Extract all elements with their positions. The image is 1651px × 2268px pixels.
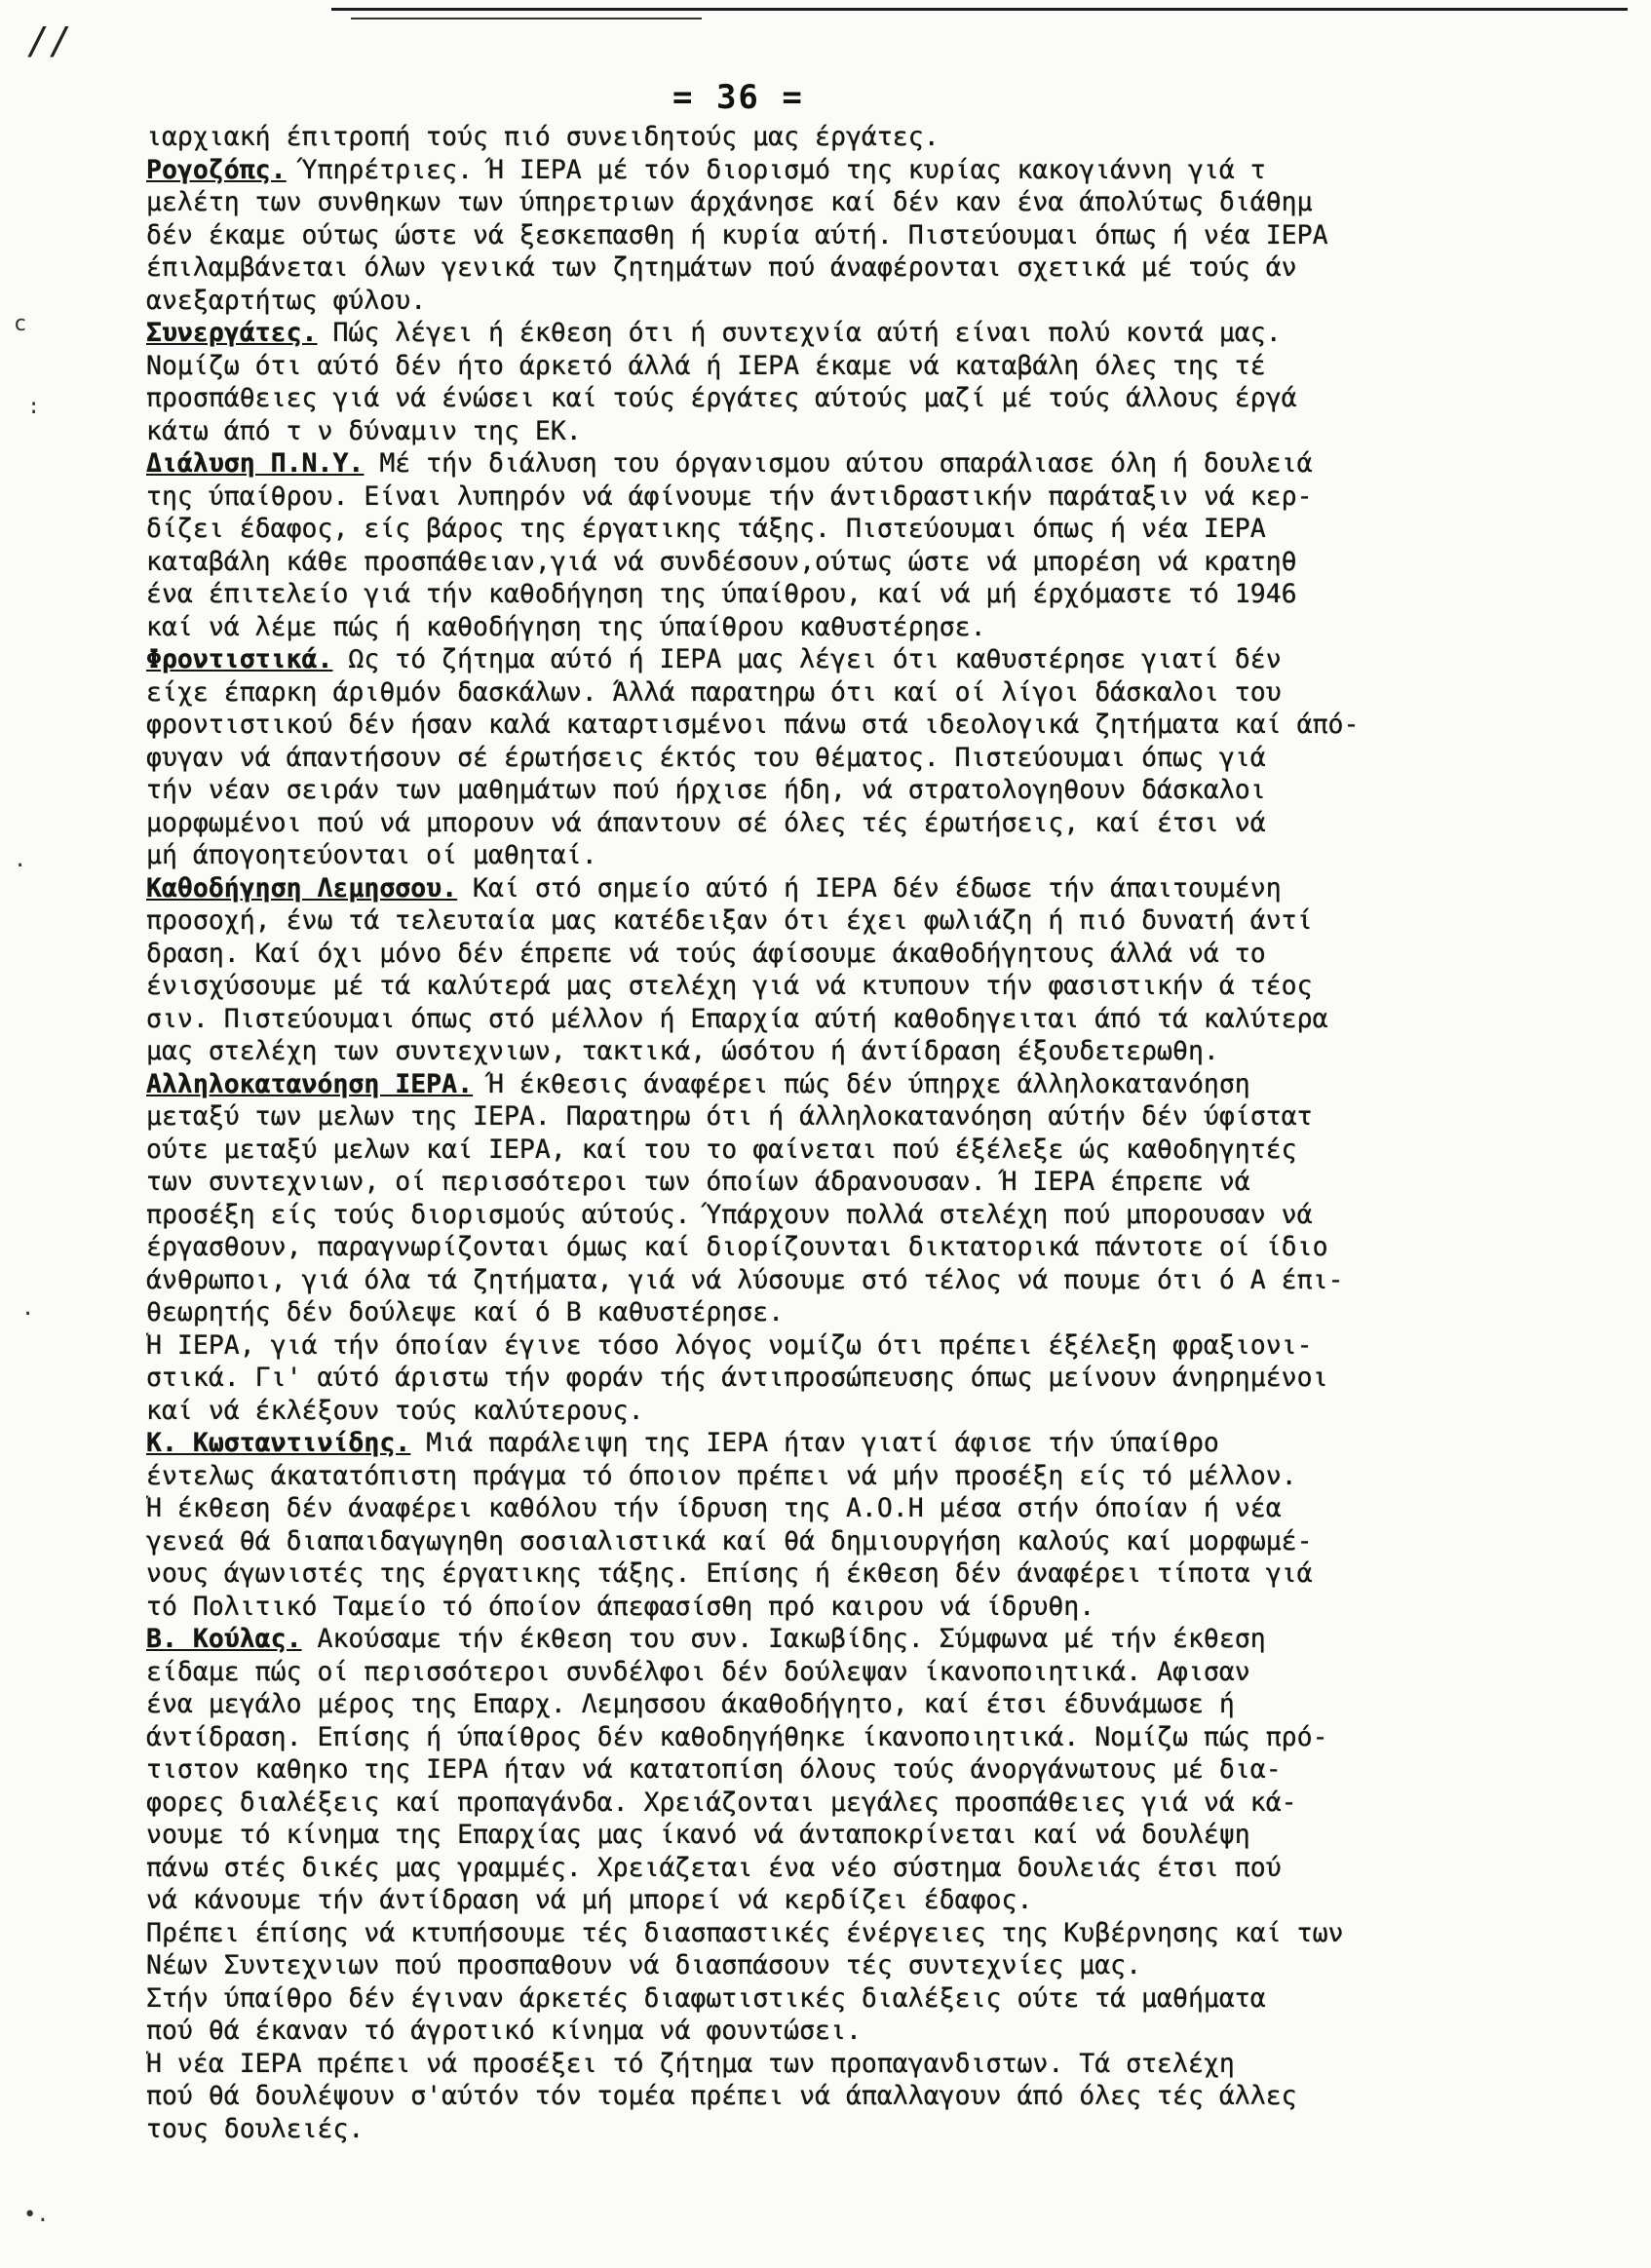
text-line <box>146 513 1628 546</box>
line-text: ούτε μεταξύ μελων καί ΙΕΡΑ, καί του το φαίνεται πού έξέλεξε ώς καθοδηγητές <box>146 1134 1297 1165</box>
line-text: νουμε τό κίνημα της Επαρχίας μας ίκανό νά άνταποκρίνεται καί νά δουλέψη <box>146 1820 1250 1850</box>
text-line <box>146 1787 1628 1820</box>
line-text: Πώς λέγει ή έκθεση ότι ή συντεχνία αύτή είναι πολύ κοντά μας. <box>317 318 1282 348</box>
text-line <box>146 1884 1628 1917</box>
text-line <box>146 350 1628 383</box>
margin-dot: •. <box>23 2203 50 2227</box>
line-text: έντελως άκατατόπιστη πράγμα τό όποιον πρέπει νά μήν προσέξη είς τό μέλλον. <box>146 1460 1297 1491</box>
line-text: είδαμε πώς οί περισσότεροι συνδέλφοι δέν δούλεψαν ίκανοποιητικά. Αφισαν <box>146 1656 1250 1687</box>
text-line <box>146 2048 1628 2081</box>
text-line <box>146 1329 1628 1363</box>
line-text: Νέων Συντεχνιων πού προσπαθουν νά διασπάσουν τές συντεχνίες μας. <box>146 1950 1142 1980</box>
text-line <box>146 1035 1628 1068</box>
section-heading: Συνεργάτες. <box>146 318 318 348</box>
text-line <box>146 709 1628 742</box>
text-line <box>146 1395 1628 1428</box>
line-text: καί νά λέμε πώς ή καθοδήγηση της ύπαίθρου καθυστέρησε. <box>146 611 986 642</box>
line-text: Ή ΙΕΡΑ, γιά τήν όποίαν έγινε τόσο λόγος νομίζω ότι πρέπει έξέλεξη φραξιονι- <box>146 1329 1313 1361</box>
line-text: ιαρχιακή έπιτροπή τούς πιό συνειδητούς μας έργάτες. <box>146 122 940 152</box>
text-line <box>146 1591 1628 1624</box>
line-text: ένα μεγάλο μέρος της Επαρχ. Λεμησσου άκαθοδήγητο, καί έτσι έδυνάμωσε ή <box>146 1689 1235 1719</box>
line-text: τήν νέαν σειράν των μαθημάτων πού ήρχισε ήδη, νά στρατολογηθουν δάσκαλοι <box>146 775 1266 805</box>
line-text: πού θά έκαναν τό άγροτικό κίνημα νά φουντώσει. <box>146 2016 862 2046</box>
text-line <box>146 121 1628 154</box>
line-text: μορφωμένοι πού νά μπορουν νά άπαντουν σέ όλες τές έρωτήσεις, καί έτσι νά <box>146 807 1266 838</box>
line-text: ανεξαρτήτως φύλου. <box>146 285 427 316</box>
line-text: προσέξη είς τούς διορισμούς αύτούς. Ύπάρχουν πολλά στελέχη πού μπορουσαν νά <box>146 1199 1313 1230</box>
text-line <box>146 1753 1628 1787</box>
text-line <box>146 2113 1628 2146</box>
text-line <box>146 1949 1628 1982</box>
text-line <box>146 1296 1628 1329</box>
text-line <box>146 1852 1628 1885</box>
line-text: δίζει έδαφος, είς βάρος της έργατικης τάξης. Πιστεύουμαι όπως ή νέα ΙΕΡΑ <box>146 514 1266 544</box>
margin-dot: . <box>21 1296 35 1321</box>
text-line <box>146 807 1628 840</box>
line-text: Στήν ύπαίθρο δέν έγιναν άρκετές διαφωτιστικές διαλέξεις ούτε τά μαθήματα <box>146 1982 1266 2014</box>
top-rule <box>331 8 1628 11</box>
line-text: μας στελέχη των συντεχνιων, τακτικά, ώσότου ή άντίδραση έξουδετερωθη. <box>146 1036 1219 1066</box>
line-text: άντίδραση. Επίσης ή ύπαίθρος δέν καθοδηγήθηκε ίκανοποιητικά. Νομίζω πώς πρό- <box>146 1721 1328 1752</box>
line-text: Μέ τήν διάλυση του όργανισμου αύτου σπαράλιασε όλη ή δουλειά <box>364 448 1313 479</box>
text-line <box>146 1362 1628 1395</box>
text-line <box>146 1199 1628 1232</box>
text-line <box>146 219 1628 252</box>
text-line <box>146 481 1628 514</box>
text-line <box>146 1264 1628 1297</box>
text-line <box>146 643 1628 676</box>
text-line <box>146 1460 1628 1493</box>
line-text: άνθρωποι, γιά όλα τά ζητήματα, γιά νά λύσουμε στό τέλος νά πουμε ότι ό Α έπι- <box>146 1264 1344 1295</box>
corner-mark: // <box>27 19 72 62</box>
line-text: καταβάλη κάθε προσπάθειαν,γιά νά συνδέσουν,ούτως ώστε νά μπορέση νά κρατηθ <box>146 546 1297 577</box>
text-line <box>146 1100 1628 1134</box>
section-heading: Ρογοζόπς. <box>146 154 287 185</box>
line-text: Ακούσαμε τήν έκθεση του συν. Ιακωβίδης. Σύμφωνα μέ τήν έκθεση <box>301 1624 1266 1654</box>
text-line <box>146 742 1628 775</box>
line-text: των συντεχνιων, οί περισσότεροι των όποίων άδρανουσαν. Ή ΙΕΡΑ έπρεπε νά <box>146 1167 1250 1197</box>
line-text: δέν έκαμε ούτως ώστε νά ξεσκεπασθη ή κυρία αύτή. Πιστεύουμαι όπως ή νέα ΙΕΡΑ <box>146 219 1328 250</box>
text-line <box>146 1917 1628 1950</box>
line-text: τους δουλειές. <box>146 2113 365 2144</box>
text-line <box>146 2080 1628 2113</box>
line-text: μή άπογοητεύονται οί μαθηταί. <box>146 840 597 870</box>
margin-dot: c <box>14 312 27 336</box>
text-line <box>146 1557 1628 1591</box>
line-text: σιν. Πιστεύουμαι όπως στό μέλλον ή Επαρχία αύτή καθοδηγειται άπό τά καλύτερα <box>146 1003 1328 1034</box>
text-line <box>146 186 1628 219</box>
line-text: τό Πολιτικό Ταμείο τό όποίον άπεφασίσθη πρό καιρου νά ίδρυθη. <box>146 1591 1095 1622</box>
line-text: νους άγωνιστές της έργατικης τάξης. Επίσης ή έκθεση δέν άναφέρει τίποτα γιά <box>146 1558 1313 1589</box>
text-line <box>146 1003 1628 1036</box>
text-line <box>146 1819 1628 1852</box>
line-text: φροντιστικού δέν ήσαν καλά καταρτισμένοι πάνω στά ιδεολογικά ζητήματα καί άπό- <box>146 710 1360 740</box>
text-line <box>146 317 1628 350</box>
text-line <box>146 251 1628 285</box>
line-text: νά κάνουμε τήν άντίδραση νά μή μπορεί νά κερδίζει έδαφος. <box>146 1885 1033 1915</box>
line-text: Ή νέα ΙΕΡΑ πρέπει νά προσέξει τό ζήτημα των προπαγανδιστων. Τά στελέχη <box>146 2048 1235 2079</box>
line-text: στικά. Γι' αύτό άριστω τήν φοράν τής άντιπροσώπευσης όπως μείνουν άνηρημένοι <box>146 1363 1328 1393</box>
text-line <box>146 2015 1628 2048</box>
text-line <box>146 774 1628 807</box>
line-text: δραση. Καί όχι μόνο δέν έπρεπε νά τούς άφίσουμε άκαθοδήγητους άλλά νά το <box>146 938 1266 969</box>
text-line <box>146 1134 1628 1167</box>
text-line <box>146 154 1628 187</box>
section-heading: Κ. Κωσταντινίδης. <box>146 1428 411 1458</box>
text-line <box>146 970 1628 1003</box>
text-line <box>146 546 1628 579</box>
line-text: μεταξύ των μελων της ΙΕΡΑ. Παρατηρω ότι ή άλληλοκατανόηση αύτήν δέν ύφίστατ <box>146 1101 1313 1132</box>
text-line <box>146 1231 1628 1264</box>
line-text: της ύπαίθρου. Είναι λυπηρόν νά άφίνουμε τήν άντιδραστικήν παράταξιν νά κερ- <box>146 481 1313 512</box>
line-text: καί νά έκλέξουν τούς καλύτερους. <box>146 1395 644 1426</box>
page-number: = 36 = <box>672 78 804 117</box>
text-line <box>146 1427 1628 1460</box>
line-text: Ύπηρέτριες. Ή ΙΕΡΑ μέ τόν διορισμό της κυρίας κακογιάννη γιά τ <box>286 154 1266 185</box>
line-text: θεωρητής δέν δούλεψε καί ό Β καθυστέρησε. <box>146 1297 785 1327</box>
text-line <box>146 1982 1628 2016</box>
line-text: Ως τό ζήτημα αύτό ή ΙΕΡΑ μας λέγει ότι καθυστέρησε γιατί δέν <box>332 644 1282 674</box>
line-text: μελέτη των συνθηκων των ύπηρετριων άρχάνησε καί δέν καν ένα άπολύτως διάθημ <box>146 187 1313 217</box>
text-line <box>146 839 1628 872</box>
line-text: Καί στό σημείο αύτό ή ΙΕΡΑ δέν έδωσε τήν άπαιτουμένη <box>457 872 1282 903</box>
text-line <box>146 872 1628 905</box>
line-text: πάνω στές δικές μας γραμμές. Χρειάζεται ένα νέο σύστημα δουλειάς έτσι πού <box>146 1852 1282 1883</box>
text-line <box>146 447 1628 481</box>
line-text: Μιά παράλειψη της ΙΕΡΑ ήταν γιατί άφισε τήν ύπαίθρο <box>410 1428 1219 1458</box>
line-text: φορες διαλέξεις καί προπαγάνδα. Χρειάζονται μεγάλες προσπάθειες γιά νά κά- <box>146 1787 1297 1818</box>
text-line <box>146 1525 1628 1558</box>
line-text: Ή έκθεση δέν άναφέρει καθόλου τήν ίδρυση της Α.Ο.Η μέσα στήν όποίαν ή νέα <box>146 1493 1282 1523</box>
text-line <box>146 578 1628 611</box>
line-text: έργασθουν, παραγνωρίζονται όμως καί διορίζουνται δικτατορικά πάντοτε οί ίδιο <box>146 1232 1328 1262</box>
line-text: φυγαν νά άπαντήσουν σέ έρωτήσεις έκτός του θέματος. Πιστεύουμαι όπως γιά <box>146 742 1266 773</box>
text-line <box>146 1068 1628 1101</box>
text-line <box>146 1656 1628 1689</box>
text-line <box>146 1688 1628 1721</box>
section-heading: Αλληλοκατανόηση ΙΕΡΑ. <box>146 1068 474 1099</box>
margin-dot: . <box>14 848 27 872</box>
line-text: είχε έπαρκη άριθμόν δασκάλων. Άλλά παρατηρω ότι καί οί λίγοι δάσκαλοι του <box>146 676 1282 708</box>
text-line <box>146 1492 1628 1525</box>
text-line <box>146 382 1628 415</box>
line-text: Νομίζω ότι αύτό δέν ήτο άρκετό άλλά ή ΙΕΡΑ έκαμε νά καταβάλη όλες της τέ <box>146 350 1266 381</box>
line-text: ένισχύσουμε μέ τά καλύτερά μας στελέχη γιά νά κτυπουν τήν φασιστικήν ά τέος <box>146 971 1313 1001</box>
text-line <box>146 676 1628 710</box>
line-text: προσοχή, ένω τά τελευταία μας κατέδειξαν ότι έχει φωλιάζη ή πιό δυνατή άντί <box>146 905 1313 936</box>
text-line <box>146 285 1628 318</box>
text-line <box>146 1623 1628 1656</box>
line-text: προσπάθειες γιά νά ένώσει καί τούς έργάτες αύτούς μαζί μέ τούς άλλους έργά <box>146 383 1297 413</box>
line-text: Πρέπει έπίσης νά κτυπήσουμε τές διασπαστικές ένέργειες της Κυβέρνησης καί των <box>146 1917 1344 1948</box>
line-text: τιστον καθηκο της ΙΕΡΑ ήταν νά κατατοπίση όλους τούς άνοργάνωτους μέ δια- <box>146 1754 1282 1785</box>
line-text: ένα έπιτελείο γιά τήν καθοδήγηση της ύπαίθρου, καί νά μή έρχόμαστε τό 1946 <box>146 579 1297 609</box>
text-line <box>146 611 1628 644</box>
line-text: Ή έκθεσις άναφέρει πώς δέν ύπηρχε άλληλοκατανόηση <box>473 1068 1250 1099</box>
margin-dot: : <box>27 395 41 419</box>
section-heading: Φροντιστικά. <box>146 644 333 674</box>
line-text: κάτω άπό τ ν δύναμιν της ΕΚ. <box>146 415 582 446</box>
text-line <box>146 938 1628 971</box>
section-heading: Διάλυση Π.Ν.Υ. <box>146 448 365 479</box>
top-rule-secondary <box>351 18 702 19</box>
text-line <box>146 415 1628 448</box>
text-line <box>146 1166 1628 1199</box>
section-heading: Β. Κούλας. <box>146 1624 302 1654</box>
text-line <box>146 904 1628 938</box>
text-line <box>146 1721 1628 1754</box>
document-body <box>146 121 1628 2145</box>
line-text: γενεά θά διαπαιδαγωγηθη σοσιαλιστικά καί θά δημιουργήση καλούς καί μορφωμέ- <box>146 1525 1313 1557</box>
section-heading: Καθοδήγηση Λεμησσου. <box>146 872 458 903</box>
line-text: πού θά δουλέψουν σ'αύτόν τόν τομέα πρέπει νά άπαλλαγουν άπό όλες τές άλλες <box>146 2081 1297 2111</box>
line-text: έπιλαμβάνεται όλων γενικά των ζητημάτων πού άναφέρονται σχετικά μέ τούς άν <box>146 252 1297 283</box>
